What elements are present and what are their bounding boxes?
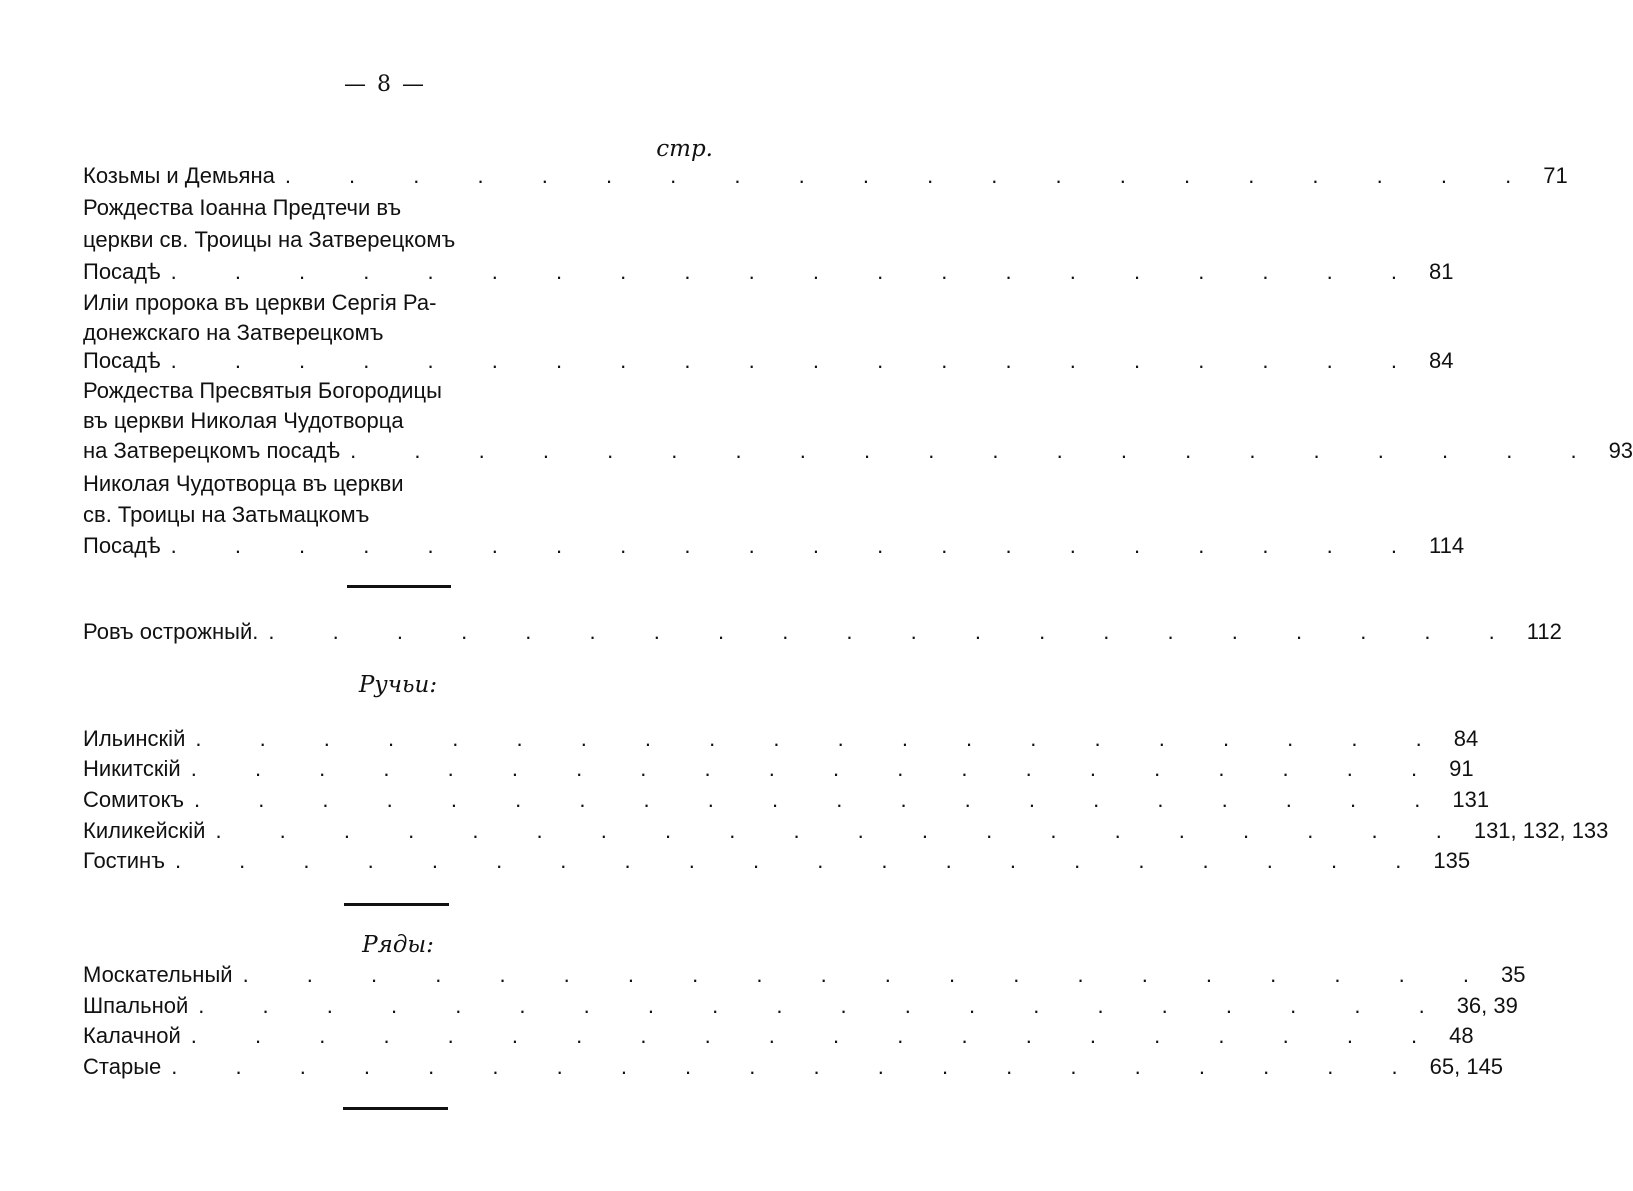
entry-title: Киликейскій [83, 818, 206, 843]
leader-dots: . . . . . . . . . . . . . . . . . . . . [215, 818, 1468, 843]
entry-page: 112 [1526, 619, 1562, 644]
entry-page: 36, 39 [1456, 993, 1518, 1018]
entry-page: 81 [1429, 259, 1454, 284]
toc-entry [83, 960, 1526, 990]
entry-title-line: св. Троицы на Затьмацкомъ [83, 502, 370, 527]
entry-page: 84 [1453, 726, 1479, 751]
toc-entry [83, 724, 1479, 754]
entry-title: Посадѣ [83, 533, 161, 558]
toc-entry [83, 1052, 1504, 1082]
entry-title: Козьмы и Демьяна [83, 163, 275, 188]
toc-entry [83, 846, 1471, 876]
entry-title: Ильинскій [83, 726, 186, 751]
leader-dots: . . . . . . . . . . . . . . . . . . . . [171, 1054, 1424, 1079]
entry-title: Калачной [83, 1023, 181, 1048]
entry-title-line: Николая Чудотворца въ церкви [83, 471, 404, 496]
leader-dots: . . . . . . . . . . . . . . . . . . . . [190, 1023, 1444, 1048]
leader-dots: . . . . . . . . . . . . . . . . . . . . [284, 163, 1538, 188]
leader-dots: . . . . . . . . . . . . . . . . . . . . [268, 619, 1521, 644]
toc-entry [83, 816, 1609, 846]
entry-title: Гостинъ [83, 848, 165, 873]
entry-title-line: Рождества Пресвятыя Богородицы [83, 378, 442, 403]
toc-entry [83, 531, 1465, 561]
toc-entry [83, 257, 1454, 287]
page-number: — 8 — [344, 72, 426, 97]
section-heading: Ряды: [362, 932, 434, 958]
leader-dots: . . . . . . . . . . . . . . . . . . . . [193, 787, 1447, 812]
section-divider [347, 585, 451, 588]
entry-title: Посадѣ [83, 259, 161, 284]
toc-entry [83, 785, 1490, 815]
entry-page: 48 [1449, 1023, 1474, 1048]
leader-dots: . . . . . . . . . . . . . . . . . . . . [195, 726, 1448, 751]
leader-dots: . . . . . . . . . . . . . . . . . . . . [198, 993, 1451, 1018]
leader-dots: . . . . . . . . . . . . . . . . . . . . [174, 848, 1428, 873]
entry-title: Сомитокъ [83, 787, 184, 812]
entry-page: 131, 132, 133 [1473, 818, 1609, 843]
toc-entry [83, 161, 1568, 191]
toc-entry [83, 991, 1518, 1021]
entry-title: Шпальной [83, 993, 189, 1018]
leader-dots: . . . . . . . . . . . . . . . . . . . . [350, 438, 1603, 463]
entry-page: 114 [1429, 533, 1465, 558]
section-divider [344, 903, 449, 906]
entry-title: Посадѣ [83, 348, 161, 373]
leader-dots: . . . . . . . . . . . . . . . . . . . . [170, 533, 1423, 558]
entry-title-line: церкви св. Троицы на Затверецкомъ [83, 227, 456, 252]
toc-entry [83, 346, 1454, 376]
page-column-header: стр. [656, 136, 713, 162]
section-heading: Ручьи: [358, 672, 438, 698]
leader-dots: . . . . . . . . . . . . . . . . . . . . [190, 756, 1444, 781]
section-divider [343, 1107, 448, 1110]
entry-page: 71 [1543, 163, 1568, 188]
entry-page: 135 [1433, 848, 1471, 873]
entry-page: 131 [1452, 787, 1490, 812]
toc-entry [83, 617, 1562, 647]
leader-dots: . . . . . . . . . . . . . . . . . . . . [242, 962, 1495, 987]
entry-title: Никитскій [83, 756, 181, 781]
toc-entry [83, 436, 1633, 466]
entry-title: Москательный [83, 962, 233, 987]
entry-title: Старые [83, 1054, 162, 1079]
entry-page: 93 [1608, 438, 1633, 463]
toc-entry [83, 1021, 1474, 1051]
entry-title: Ровъ острожный. [83, 619, 259, 644]
entry-title-line: донежскаго на Затверецкомъ [83, 320, 384, 345]
toc-entry [83, 754, 1474, 784]
leader-dots: . . . . . . . . . . . . . . . . . . . . [170, 348, 1423, 373]
entry-title: на Затверецкомъ посадѣ [83, 438, 341, 463]
entry-page: 65, 145 [1429, 1054, 1504, 1079]
leader-dots: . . . . . . . . . . . . . . . . . . . . [170, 259, 1423, 284]
entry-title-line: Иліи пророка въ церкви Сергія Ра- [83, 290, 437, 315]
entry-title-line: Рождества Іоанна Предтечи въ [83, 195, 402, 220]
entry-page: 91 [1449, 756, 1474, 781]
entry-page: 84 [1429, 348, 1454, 373]
entry-title-line: въ церкви Николая Чудотворца [83, 408, 404, 433]
entry-page: 35 [1500, 962, 1526, 987]
